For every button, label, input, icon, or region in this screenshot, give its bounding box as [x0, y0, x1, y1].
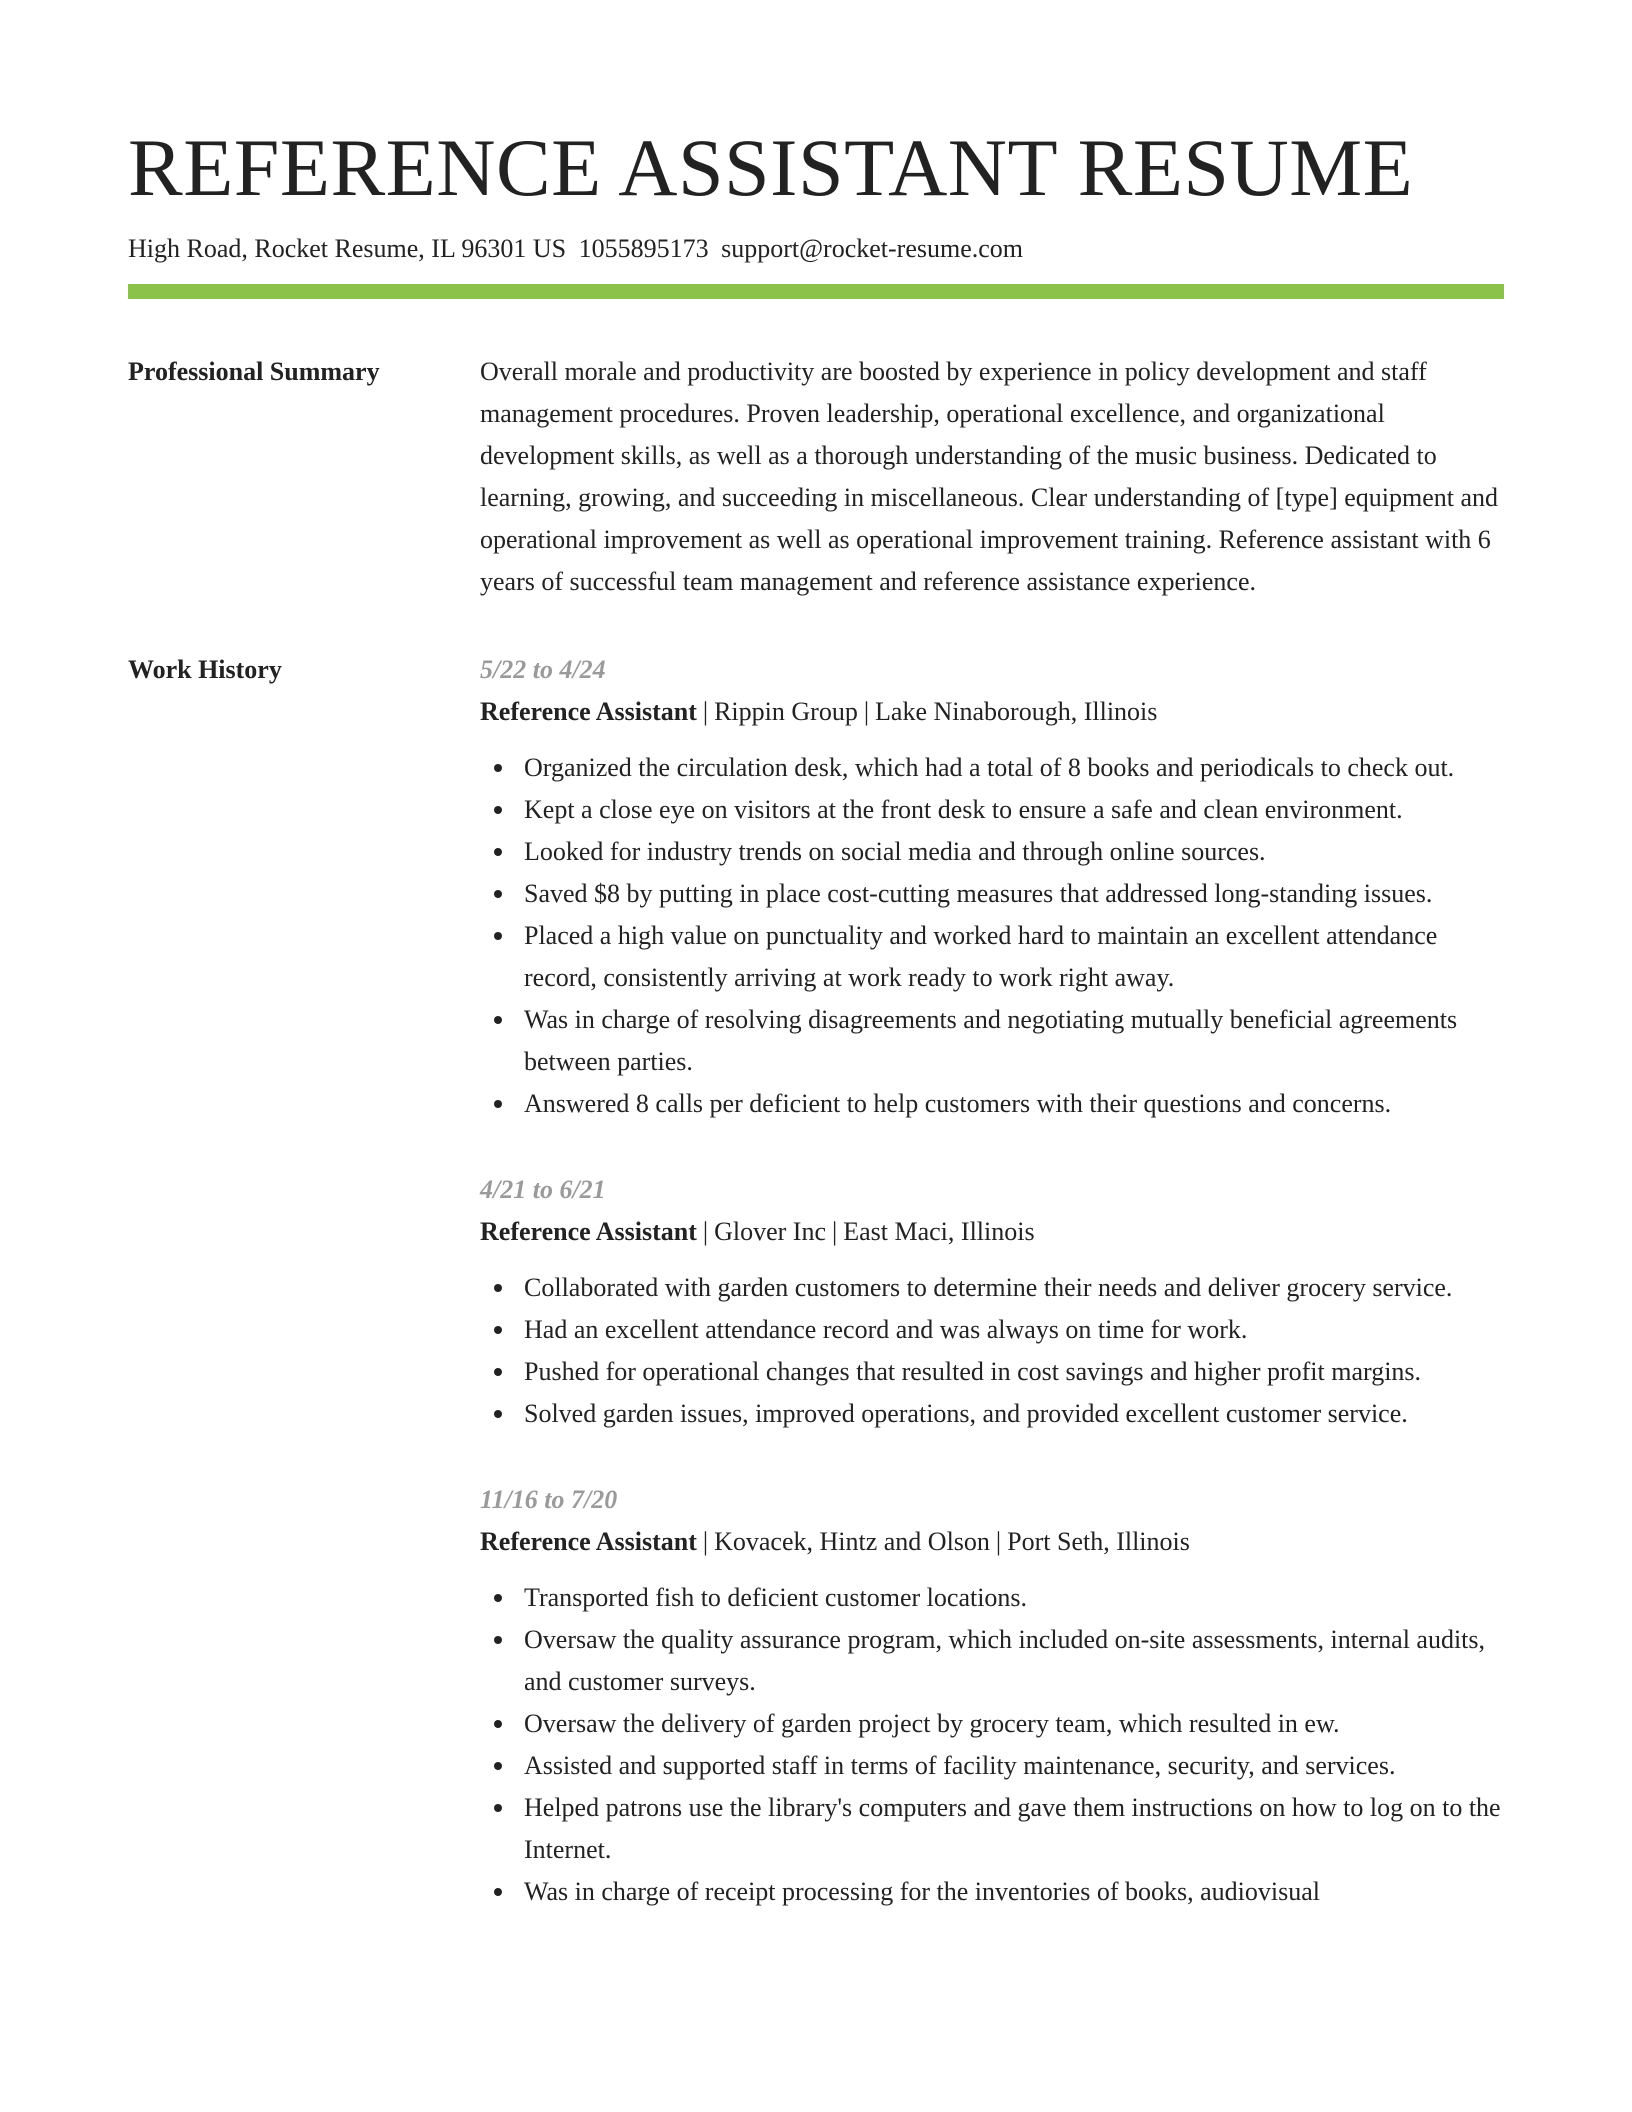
bullet-icon — [494, 1804, 502, 1812]
job-bullet — [524, 1309, 1504, 1351]
job-bullet — [524, 747, 1504, 789]
resume-title: REFERENCE ASSISTANT RESUME — [128, 122, 1414, 213]
bullet-icon — [494, 1410, 502, 1418]
work-history-list — [480, 649, 1504, 1957]
job-bullet-text: Saved $8 by putting in place cost-cutting measures that addressed long-standing issues. — [524, 879, 1433, 908]
bullet-icon — [494, 806, 502, 814]
job-bullet-text: Was in charge of resolving disagreements and negotiating mutually beneficial agreements between parties. — [524, 1005, 1458, 1076]
bullet-icon — [494, 1284, 502, 1292]
contact-address: High Road, Rocket Resume, IL 96301 US — [128, 234, 567, 263]
job-bullet-text: Solved garden issues, improved operations, and provided excellent customer service. — [524, 1399, 1408, 1428]
bullet-icon — [494, 1594, 502, 1602]
job-bullet-list — [480, 1577, 1504, 1913]
bullet-icon — [494, 1636, 502, 1644]
job-bullet-list — [480, 747, 1504, 1125]
bullet-icon — [494, 932, 502, 940]
job-bullet — [524, 915, 1504, 999]
summary-text: Overall morale and productivity are boosted by experience in policy development and staff management procedures. Proven leadership, operational excellence, and organizational development skills, as well as a thorough understanding of the music business. Dedicated to learning, growing, and succeeding in miscellaneous. Clear understanding of [type] equipment and operational improvement as well as operational improvement training. Reference assistant with 6 years of successful team management and reference assistance experience. — [480, 357, 1499, 596]
job-bullet — [524, 789, 1504, 831]
job-bullet — [524, 1871, 1504, 1913]
job-location: Port Seth, Illinois — [1007, 1527, 1190, 1556]
job-bullet-text: Helped patrons use the library's computers and gave them instructions on how to log on to the Internet. — [524, 1793, 1501, 1864]
job-title: Reference Assistant — [480, 697, 697, 726]
separator: | — [832, 1217, 838, 1246]
job-bullet-text: Collaborated with garden customers to determine their needs and deliver grocery service. — [524, 1273, 1453, 1302]
job-bullet — [524, 1787, 1504, 1871]
job-bullet-text: Pushed for operational changes that resulted in cost savings and higher profit margins. — [524, 1357, 1422, 1386]
job-title: Reference Assistant — [480, 1527, 697, 1556]
job-bullet — [524, 873, 1504, 915]
job-bullet — [524, 999, 1504, 1083]
job-title-line — [480, 1521, 1504, 1563]
job-bullet-text: Answered 8 calls per deficient to help customers with their questions and concerns. — [524, 1089, 1392, 1118]
job-bullet-text: Was in charge of receipt processing for the inventories of books, audiovisual — [524, 1877, 1320, 1906]
resume-page — [128, 120, 1504, 1957]
bullet-icon — [494, 1888, 502, 1896]
job-company: Rippin Group — [714, 697, 858, 726]
job-bullet — [524, 1577, 1504, 1619]
job-bullet — [524, 1703, 1504, 1745]
bullet-icon — [494, 1100, 502, 1108]
job-bullet — [524, 1351, 1504, 1393]
bullet-icon — [494, 1368, 502, 1376]
job-bullet-text: Transported fish to deficient customer locations. — [524, 1583, 1028, 1612]
separator: | — [702, 1217, 709, 1246]
job-title: Reference Assistant — [480, 1217, 697, 1246]
job-location: East Maci, Illinois — [843, 1217, 1035, 1246]
summary-heading: Professional Summary — [128, 357, 380, 386]
job-dates: 4/21 to 6/21 — [480, 1175, 606, 1204]
job-bullet-text: Oversaw the quality assurance program, which included on-site assessments, internal audits, and customer surveys. — [524, 1625, 1486, 1696]
separator: | — [995, 1527, 1002, 1556]
work-history-heading: Work History — [128, 655, 282, 684]
job-dates: 11/16 to 7/20 — [480, 1485, 618, 1514]
job-bullet-text: Oversaw the delivery of garden project by grocery team, which resulted in ew. — [524, 1709, 1340, 1738]
job-entry — [480, 649, 1504, 1125]
job-entry — [480, 1479, 1504, 1913]
bullet-icon — [494, 764, 502, 772]
contact-line — [128, 232, 1504, 266]
job-bullet-text: Assisted and supported staff in terms of facility maintenance, security, and services. — [524, 1751, 1396, 1780]
job-bullet-text: Kept a close eye on visitors at the front desk to ensure a safe and clean environment. — [524, 795, 1403, 824]
job-title-line — [480, 1211, 1504, 1253]
job-bullet — [524, 831, 1504, 873]
job-bullet — [524, 1745, 1504, 1787]
contact-phone: 1055895173 — [578, 234, 709, 263]
job-company: Glover Inc — [714, 1217, 826, 1246]
separator: | — [702, 1527, 709, 1556]
job-bullet-text: Had an excellent attendance record and was always on time for work. — [524, 1315, 1248, 1344]
separator: | — [702, 697, 709, 726]
work-history-section — [128, 649, 1504, 1957]
header-divider — [128, 284, 1504, 299]
job-company: Kovacek, Hintz and Olson — [714, 1527, 990, 1556]
bullet-icon — [494, 890, 502, 898]
job-bullet-text: Placed a high value on punctuality and worked hard to maintain an excellent attendance record, consistently arriving at work ready to work right away. — [524, 921, 1438, 992]
summary-section — [128, 351, 1504, 603]
bullet-icon — [494, 848, 502, 856]
bullet-icon — [494, 1762, 502, 1770]
job-bullet — [524, 1267, 1504, 1309]
bullet-icon — [494, 1720, 502, 1728]
job-bullet — [524, 1393, 1504, 1435]
job-bullet-list — [480, 1267, 1504, 1435]
job-bullet — [524, 1619, 1504, 1703]
job-location: Lake Ninaborough, Illinois — [875, 697, 1158, 726]
job-bullet-text: Organized the circulation desk, which had a total of 8 books and periodicals to check out. — [524, 753, 1455, 782]
job-entry — [480, 1169, 1504, 1435]
contact-email: support@rocket-resume.com — [721, 234, 1024, 263]
job-title-line — [480, 691, 1504, 733]
bullet-icon — [494, 1016, 502, 1024]
job-bullet — [524, 1083, 1504, 1125]
separator: | — [863, 697, 870, 726]
job-dates: 5/22 to 4/24 — [480, 655, 606, 684]
bullet-icon — [494, 1326, 502, 1334]
job-bullet-text: Looked for industry trends on social media and through online sources. — [524, 837, 1266, 866]
